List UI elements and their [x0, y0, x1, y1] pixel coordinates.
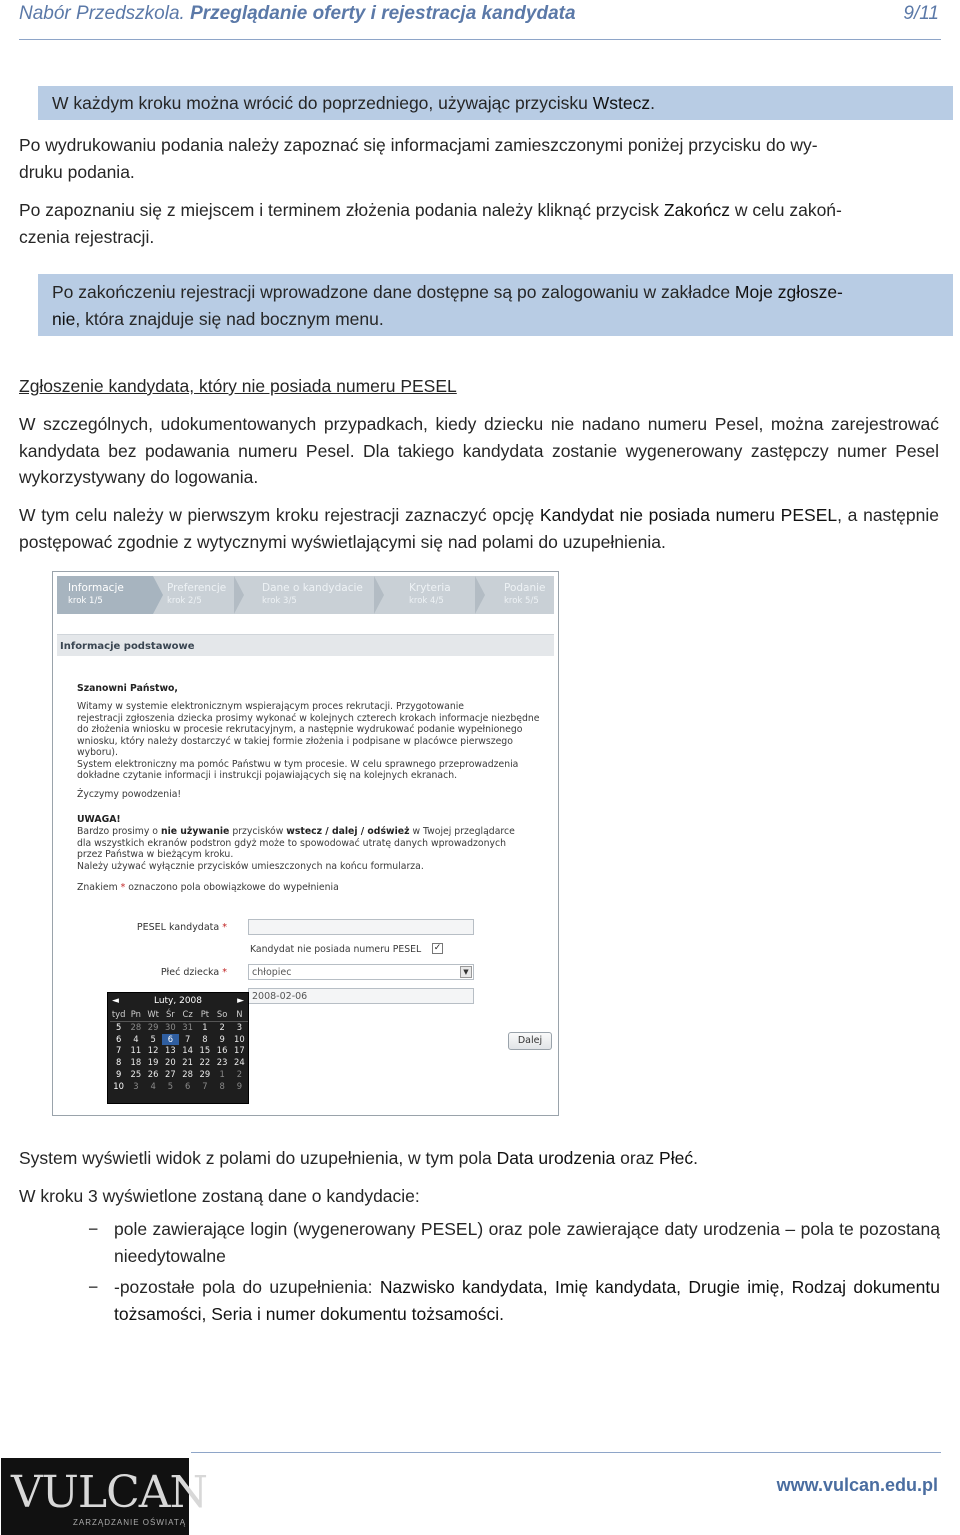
calendar-day[interactable]: 18 [130, 1057, 142, 1068]
page-number: 9/11 [903, 3, 939, 24]
calendar-day[interactable]: 2 [236, 1068, 243, 1079]
section-bar: Informacje podstawowe [57, 634, 554, 656]
calendar-day[interactable]: 15 [199, 1045, 211, 1056]
calendar-day[interactable]: 4 [133, 1033, 139, 1044]
calendar-day[interactable]: 28 [182, 1068, 193, 1079]
paragraph-no-pesel: W szczególnych, udokumentowanych przypadkach, kiedy dziecku nie nadano numeru Pesel, można zarejestrować kandydata bez podawania numeru Pesel. Dla takiego kandydata zostanie wygenerowany zastępczy numer Pesel wykorzystywany do logowania. [19, 414, 939, 487]
greeting: Szanowni Państwo, [77, 683, 178, 694]
calendar-day[interactable]: 7 [202, 1080, 208, 1091]
step-separator [234, 576, 244, 614]
calendar-day[interactable]: 2 [219, 1021, 225, 1032]
calendar-day[interactable]: 5 [150, 1033, 156, 1044]
calendar-day[interactable]: 3 [236, 1021, 243, 1032]
required-note: Znakiem * oznaczono pola obowiązkowe do wypełnienia [77, 882, 339, 893]
paragraph-step3: W kroku 3 wyświetlone zostaną dane o kandydacie: [19, 1186, 420, 1206]
calendar-day[interactable]: 8 [219, 1080, 225, 1091]
registration-screenshot [52, 571, 559, 1116]
paragraph-finish: Po zapoznaniu się z miejscem i terminem złożenia podania należy kliknąć przycisk Zakończ w celu zakoń- czenia rejestracji. [19, 200, 842, 247]
intro-text: Witamy w systemie elektronicznym wspierającym proces rekrutacji. Przygotowanie rejestracji zgłoszenia dziecka prosimy wykonać w kolejnych czterech krokach informacje niezbędne do złożenia wniosku w procesie rekrutacyjnym, a następnie wydrukować podanie wypełnionego wniosku, który należy dostarczyć w takiej formie złożenia i podpisane w placówce pierwszego wyboru). System elektroniczny ma pomóc Państwu w tym procesie. W celu sprawnego przeprowadzenia dokładne czytanie informacji i instrukcji pojawiających się na kolejnych ekranach. [77, 701, 540, 781]
calendar-day-header: Śr [162, 1009, 179, 1021]
birth-date-input[interactable]: 2008-02-06 [248, 988, 474, 1004]
step-preferencje[interactable]: Preferencje krok 2/5 [167, 582, 227, 606]
week-number: 9 [115, 1068, 122, 1079]
week-number: 7 [115, 1045, 122, 1056]
step-separator [153, 576, 163, 614]
calendar-day[interactable]: 1 [219, 1068, 225, 1079]
calendar-day[interactable]: 1 [202, 1021, 208, 1032]
calendar-day[interactable]: 3 [133, 1080, 139, 1091]
next-button[interactable]: Dalej [508, 1032, 552, 1050]
calendar-day[interactable]: 31 [182, 1021, 193, 1032]
step-kryteria[interactable]: Kryteria krok 4/5 [409, 582, 451, 606]
step-separator [475, 576, 485, 614]
calendar-day[interactable]: 23 [216, 1057, 228, 1068]
paragraph-print: Po wydrukowaniu podania należy zapoznać się informacjami zamieszczonymi poniżej przycisku do wy- druku podania. [19, 135, 818, 182]
calendar-day[interactable]: 7 [184, 1033, 191, 1044]
calendar-day[interactable]: 29 [199, 1068, 211, 1079]
date-picker-calendar [107, 992, 249, 1104]
calendar-grid [110, 1009, 248, 1093]
calendar-day-header: So [214, 1009, 231, 1021]
calendar-day-header: Pt [196, 1009, 213, 1021]
calendar-day-header: N [231, 1009, 248, 1021]
note-box-my-application: Po zakończeniu rejestracji wprowadzone dane dostępne są po zalogowaniu w zakładce Moje zgłosze- nie, która znajduje się nad bocznym menu. [38, 274, 953, 336]
calendar-day[interactable]: 29 [147, 1021, 159, 1032]
calendar-day[interactable]: 19 [147, 1057, 159, 1068]
chevron-down-icon: ▼ [460, 966, 472, 978]
website-url[interactable]: www.vulcan.edu.pl [776, 1475, 938, 1495]
warning-title: UWAGA! [77, 814, 121, 825]
calendar-day[interactable]: 14 [182, 1045, 193, 1056]
no-pesel-checkbox[interactable]: ✓ [433, 943, 442, 953]
gender-label: Płeć dziecka * [160, 967, 227, 978]
calendar-day[interactable]: 28 [130, 1021, 142, 1032]
prev-month-icon[interactable]: ◄ [112, 996, 119, 1006]
footer-divider [191, 1452, 941, 1453]
calendar-day[interactable]: 13 [165, 1045, 176, 1056]
calendar-day-header: Pn [127, 1009, 144, 1021]
calendar-day[interactable]: 8 [202, 1033, 208, 1044]
pesel-label: PESEL kandydata * [136, 922, 227, 933]
note-box-back: W każdym kroku można wrócić do poprzedniego, używając przycisku Wstecz. [38, 86, 953, 120]
no-pesel-label: Kandydat nie posiada numeru PESEL [250, 944, 422, 955]
week-number: 8 [115, 1057, 122, 1068]
pesel-input[interactable] [248, 919, 474, 935]
calendar-day[interactable]: 6 [184, 1080, 191, 1091]
list-item: − -pozostałe pola do uzupełnienia: Nazwisko kandydata, Imię kandydata, Drugie imię, Rodzaj dokumentu tożsamości, Seria i numer dokumentu tożsamości. [88, 1277, 940, 1324]
calendar-day[interactable]: 12 [147, 1045, 159, 1056]
calendar-day-selected[interactable]: 6 [162, 1034, 179, 1046]
calendar-month: Luty, 2008 [153, 996, 203, 1006]
calendar-day-header: Cz [179, 1009, 196, 1021]
step-dane-o-kandydacie[interactable]: Dane o kandydacie krok 3/5 [262, 582, 363, 606]
gender-select[interactable]: chłopiec ▼ [248, 964, 474, 980]
calendar-day[interactable]: 24 [234, 1057, 245, 1068]
calendar-day-header: Wt [145, 1009, 162, 1021]
step-podanie[interactable]: Podanie krok 5/5 [504, 582, 546, 606]
week-number: 5 [115, 1021, 122, 1032]
calendar-day[interactable]: 20 [165, 1057, 176, 1068]
calendar-day[interactable]: 21 [182, 1057, 193, 1068]
calendar-day[interactable]: 22 [199, 1057, 211, 1068]
document-title: Nabór Przedszkola. Przeglądanie oferty i rejestracja kandydata [19, 3, 576, 24]
vulcan-logo: VULCAN ZARZĄDZANIE OŚWIATĄ [1, 1458, 189, 1535]
step-separator [374, 576, 384, 614]
wish-text: Życzymy powodzenia! [77, 789, 182, 800]
warning-text: Bardzo prosimy o nie używanie przycisków wstecz / dalej / odśwież w Twojej przeglądarce dla wszystkich ekranów podstron gdyż może to spowodować utratę danych wprowadzonych przez Państwa w bieżącym kroku. Należy używać wyłącznie przycisków umieszczonych na końcu formularza. [77, 826, 515, 872]
calendar-day[interactable]: 27 [165, 1068, 176, 1079]
week-number: 10 [113, 1080, 124, 1091]
calendar-day[interactable]: 25 [130, 1068, 142, 1079]
list-item: − pole zawierające login (wygenerowany PESEL) oraz pole zawierające daty urodzenia – pola te pozostaną nieedytowalne [88, 1219, 940, 1266]
calendar-day[interactable]: 9 [219, 1033, 225, 1044]
step-informacje[interactable]: Informacje krok 1/5 [57, 576, 153, 614]
calendar-day[interactable]: 9 [236, 1080, 243, 1091]
paragraph-option: W tym celu należy w pierwszym kroku rejestracji zaznaczyć opcję Kandydat nie posiada numeru PESEL, a następnie postępować zgodnie z wytycznymi wyświetlającymi się nad polami do uzupełnienia. [19, 505, 939, 552]
calendar-day[interactable]: 30 [165, 1021, 176, 1032]
calendar-day[interactable]: 16 [216, 1045, 228, 1056]
next-month-icon[interactable]: ► [237, 996, 244, 1006]
calendar-day[interactable]: 11 [130, 1045, 142, 1056]
calendar-day[interactable]: 17 [234, 1045, 245, 1056]
paragraph-fields: System wyświetli widok z polami do uzupełnienia, w tym pola Data urodzenia oraz Płeć. [19, 1148, 698, 1168]
wizard-steps [57, 576, 554, 614]
week-number: 6 [115, 1033, 122, 1044]
calendar-day[interactable]: 26 [147, 1068, 159, 1079]
calendar-day[interactable]: 4 [150, 1080, 156, 1091]
calendar-day[interactable]: 10 [234, 1033, 245, 1044]
calendar-day-header: tyd [110, 1009, 127, 1021]
section-title: Zgłoszenie kandydata, który nie posiada numeru PESEL [19, 376, 457, 396]
page-header [19, 0, 941, 40]
calendar-day[interactable]: 5 [167, 1080, 174, 1091]
